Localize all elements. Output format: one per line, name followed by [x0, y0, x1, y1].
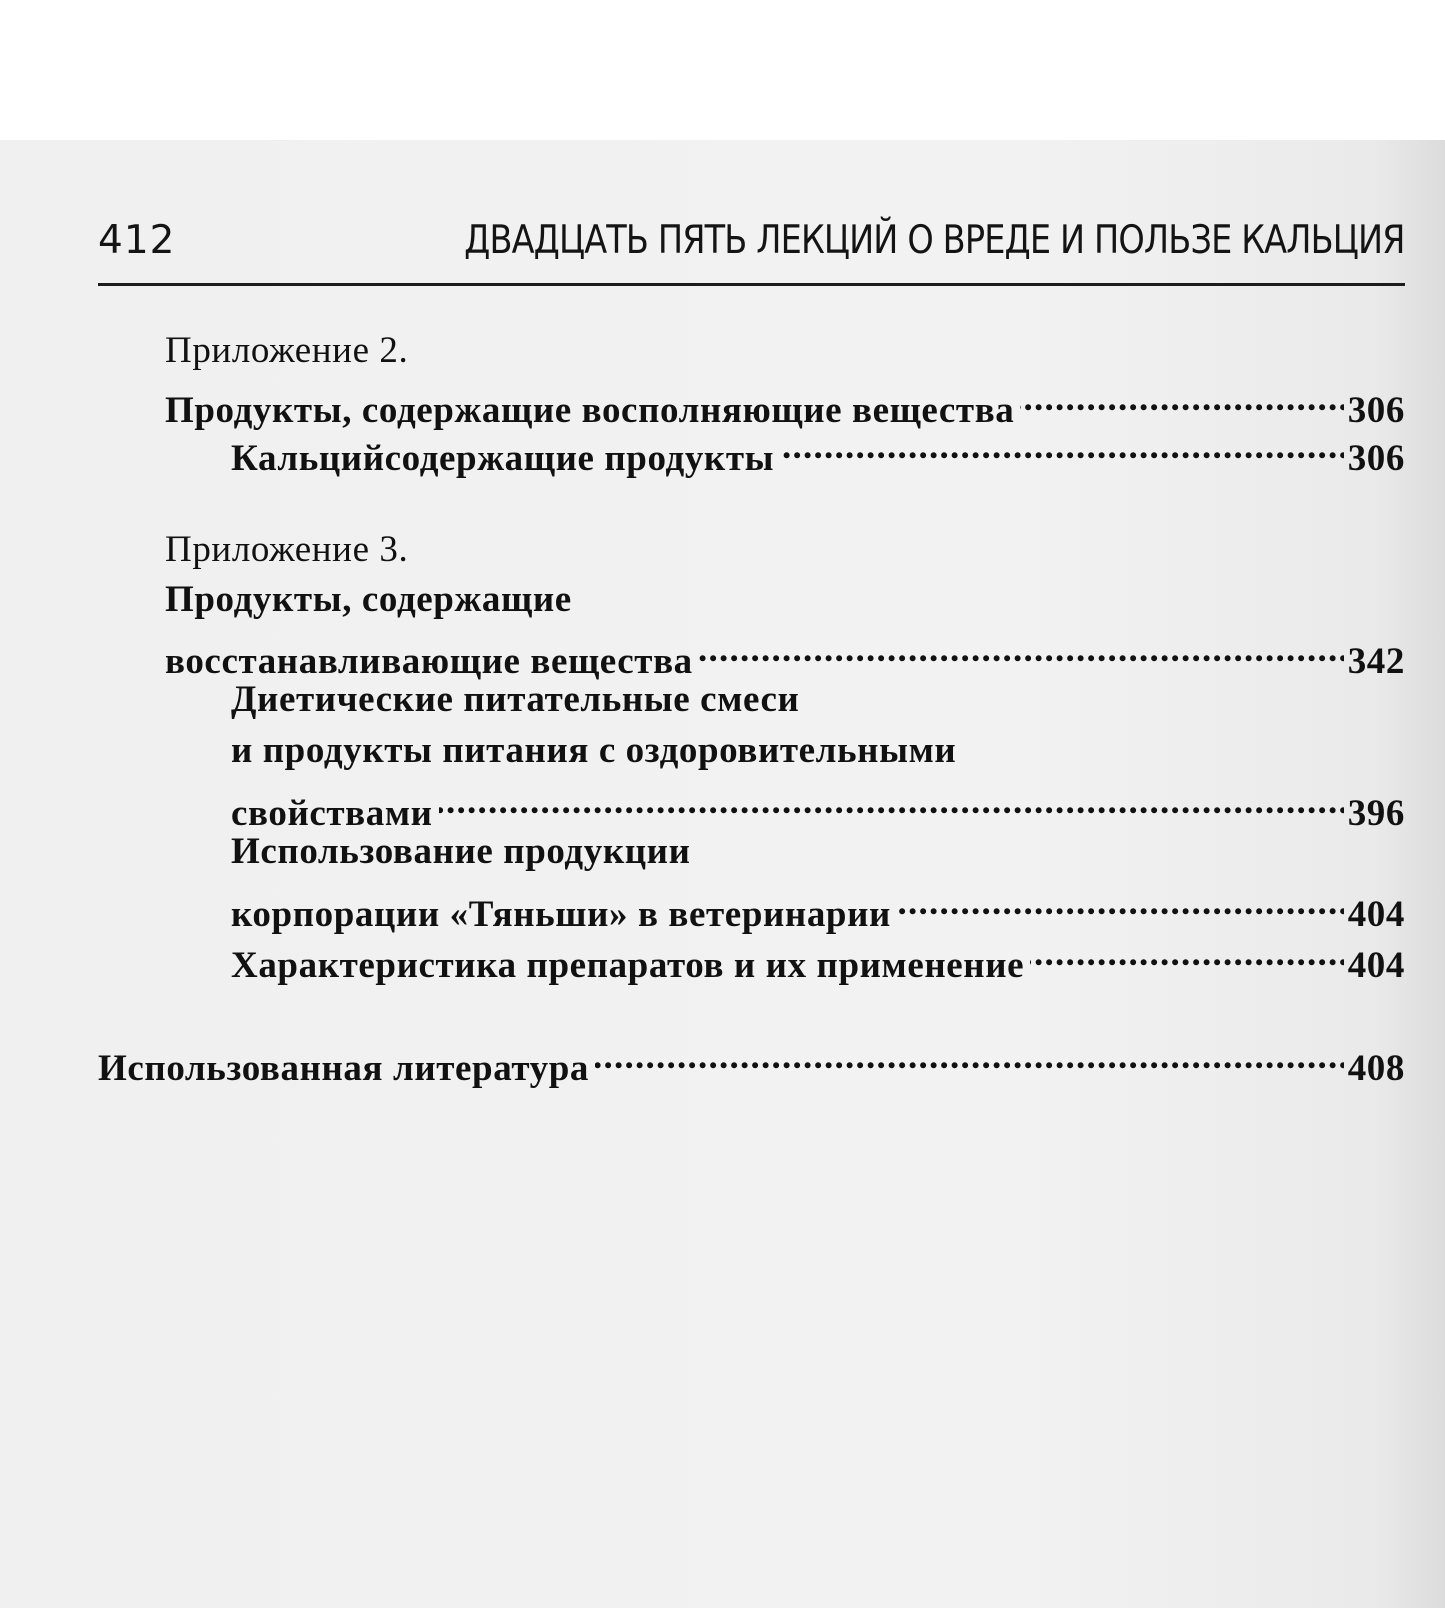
toc-entry-line: Продукты, содержащие [165, 579, 572, 620]
toc-entry[interactable] [165, 627, 1405, 682]
toc-entry-title: свойствами [231, 793, 433, 834]
toc-entry-title: корпорации «Тяньши» в ветеринарии [231, 894, 891, 935]
toc-entry[interactable] [165, 376, 1405, 431]
toc-entry-page: 306 [1347, 438, 1405, 479]
dot-leader [1020, 376, 1343, 422]
toc-entry-page: 306 [1347, 390, 1405, 431]
toc-entry[interactable] [231, 880, 1405, 935]
dot-leader [439, 779, 1344, 825]
toc-entry-title: Продукты, содержащие восполняющие вещества [165, 390, 1015, 431]
toc-entry[interactable] [231, 779, 1405, 834]
toc-entry-line: Диетические питательные смеси [231, 679, 800, 720]
dot-leader [1030, 931, 1344, 977]
toc-entry-page: 408 [1347, 1048, 1405, 1089]
toc-entry-line: Использование продукции [231, 831, 691, 872]
dot-leader [595, 1034, 1344, 1080]
toc-entry-page: 404 [1347, 894, 1405, 935]
toc-entry-page: 342 [1347, 641, 1405, 682]
appendix-2-label: Приложение 2. [165, 330, 409, 371]
toc-entry-title: Использованная литература [98, 1048, 590, 1089]
toc-entry-title: Характеристика препаратов и их применение [231, 945, 1025, 986]
toc-entry-references[interactable] [98, 1034, 1405, 1089]
running-title: ДВАДЦАТЬ ПЯТЬ ЛЕКЦИЙ О ВРЕДЕ И ПОЛЬЗЕ КАЛЬЦИЯ [464, 218, 1405, 263]
header-rule [98, 283, 1405, 286]
toc-entry[interactable] [231, 424, 1405, 479]
toc-entry-title: восстанавливающие вещества [165, 641, 693, 682]
toc-entry-page: 404 [1347, 945, 1405, 986]
dot-leader [699, 627, 1344, 673]
toc-entry-page: 396 [1347, 793, 1405, 834]
dot-leader [780, 424, 1344, 470]
toc-entry-line: и продукты питания с оздоровительными [231, 730, 957, 771]
toc-entry-title: Кальцийсодержащие продукты [231, 438, 775, 479]
appendix-3-label: Приложение 3. [165, 529, 409, 570]
toc-entry[interactable] [231, 931, 1405, 986]
running-header [98, 218, 1405, 278]
dot-leader [897, 880, 1344, 926]
page-number: 412 [98, 218, 176, 263]
